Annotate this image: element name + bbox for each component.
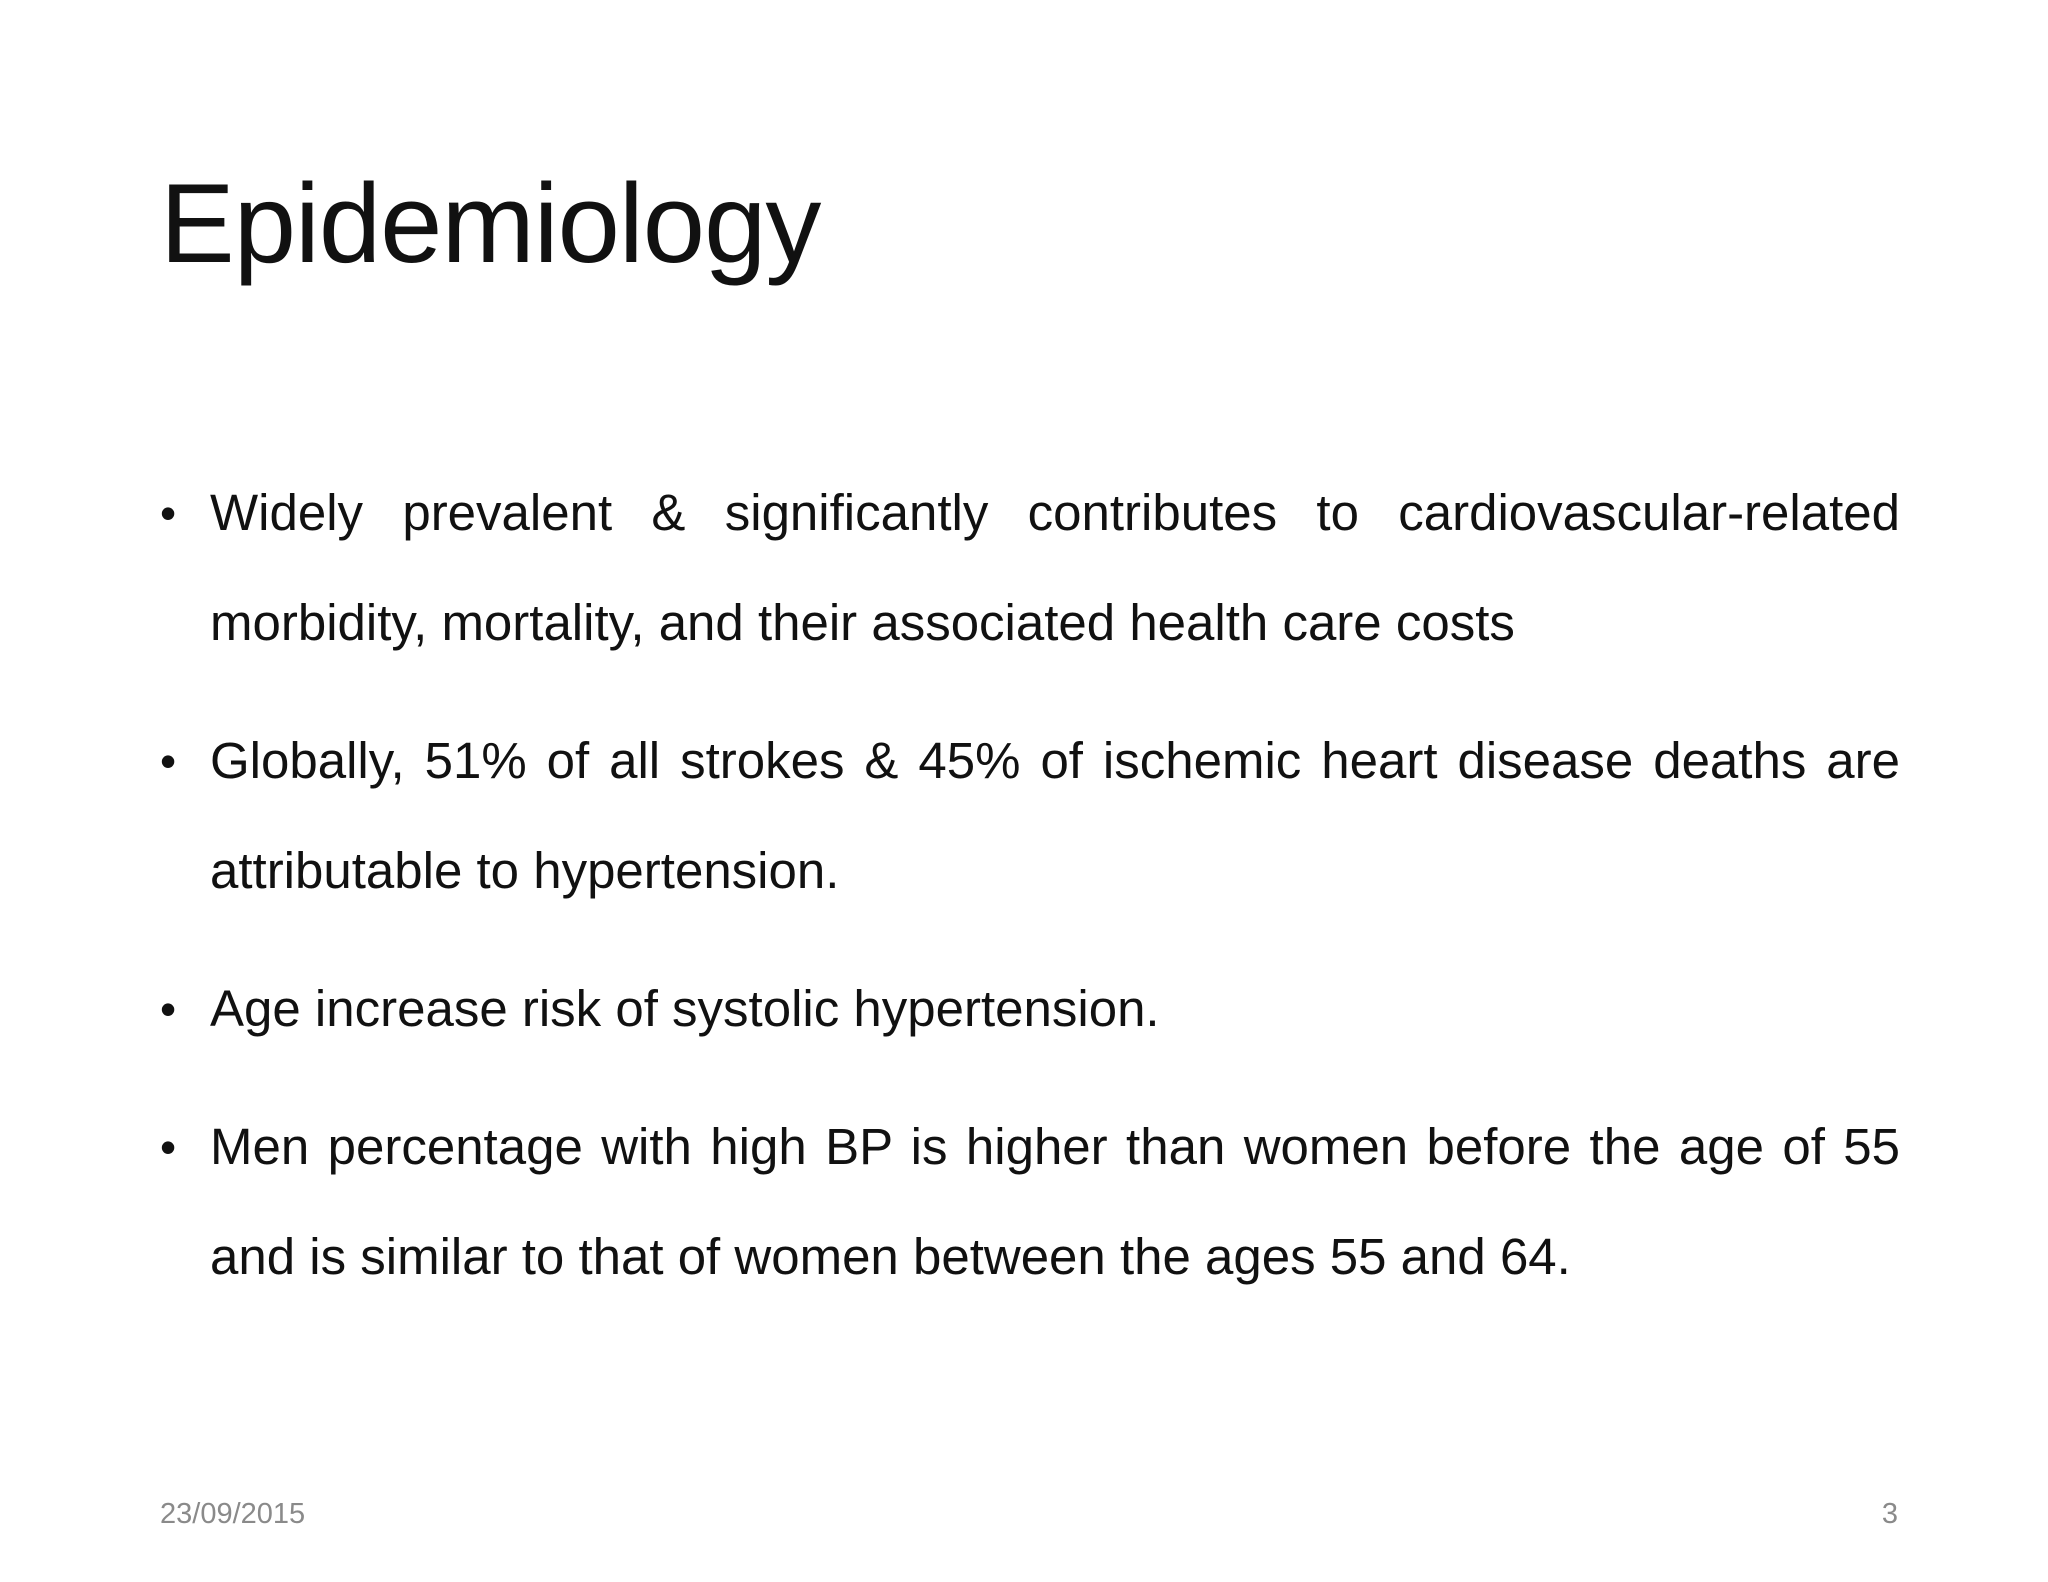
slide-title: Epidemiology — [160, 161, 821, 286]
page-number: 3 — [1881, 1498, 1898, 1530]
bullet-text-4: Men percentage with high BP is higher than women before the age of 55 and is similar to that of women between the ages 55 and 64. — [210, 1118, 1900, 1285]
bullet-dot-icon: • — [160, 487, 177, 539]
bullet-dot-icon: • — [160, 735, 177, 787]
bullet-text-1: Widely prevalent & significantly contributes to cardiovascular-related morbidity, mortality, and their associated health care costs — [210, 484, 1900, 651]
bullet-text-2: Globally, 51% of all strokes & 45% of ischemic heart disease deaths are attributable to hypertension. — [210, 732, 1900, 899]
bullet-item-3 — [160, 954, 1900, 1064]
bullet-item-1 — [160, 458, 1900, 678]
bullet-dot-icon: • — [160, 1121, 177, 1173]
bullet-text-3: Age increase risk of systolic hypertension. — [210, 980, 1160, 1037]
bullet-dot-icon: • — [160, 983, 177, 1035]
bullet-list — [160, 458, 1900, 1312]
bullet-item-4 — [160, 1092, 1900, 1312]
bullet-item-2 — [160, 706, 1900, 926]
footer-date: 23/09/2015 — [160, 1498, 306, 1530]
